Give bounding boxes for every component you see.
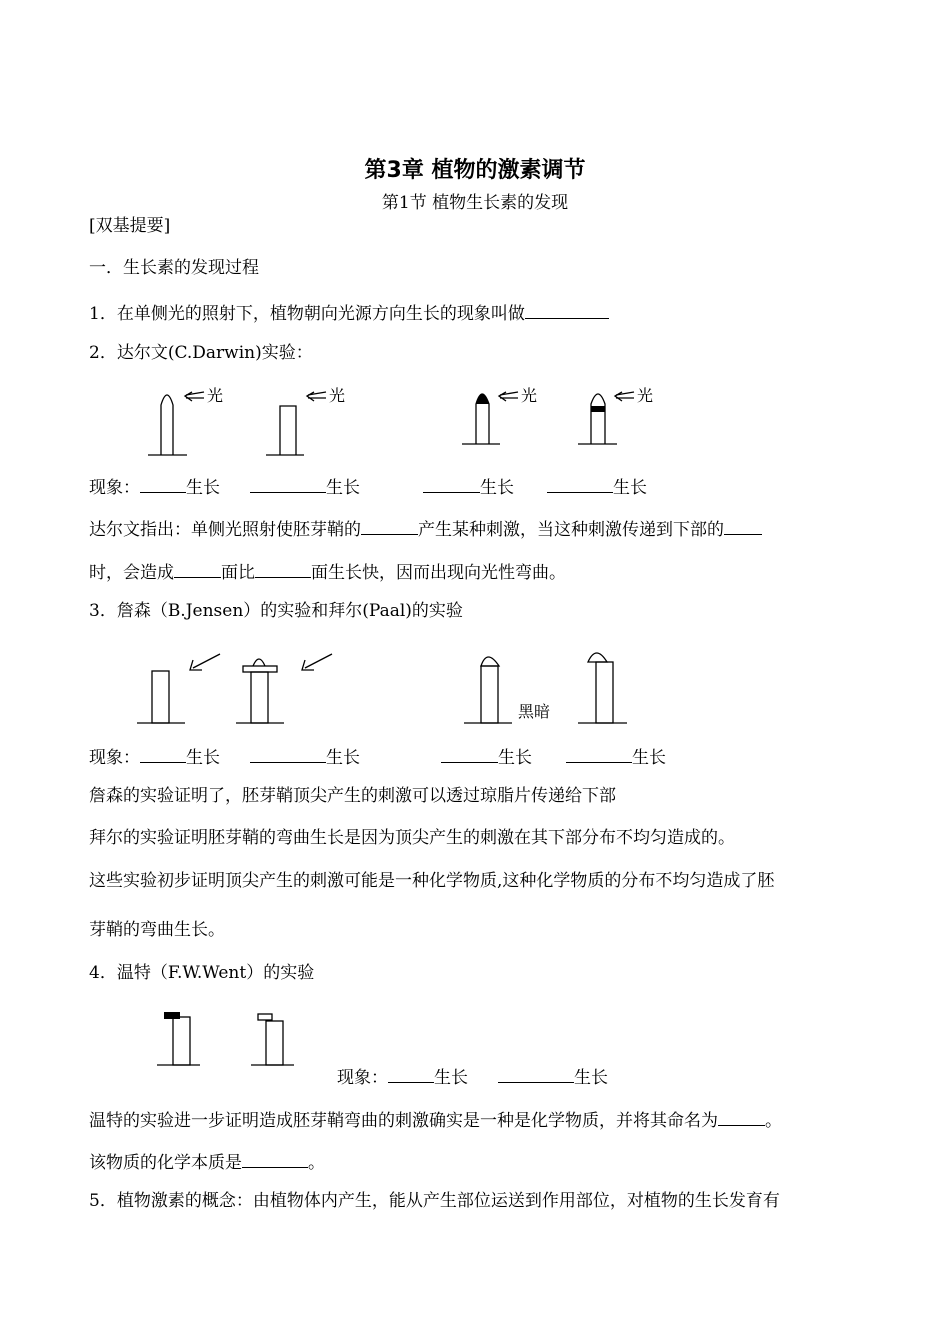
darwin-seedling-intact (148, 395, 187, 455)
answer-blank[interactable] (250, 476, 326, 493)
jensen-seedling-cut (137, 671, 185, 723)
question-5: 5．植物激素的概念：由植物体内产生，能从产生部位运送到作用部位，对植物的生长发育有 (89, 1191, 780, 1211)
phenomenon-item (498, 1066, 608, 1087)
summary-line-1: 这些实验初步证明顶尖产生的刺激可能是一种化学物质,这种化学物质的分布不均匀造成了胚 (89, 871, 775, 891)
grow-label: 生长 (434, 1068, 468, 1088)
answer-blank[interactable] (140, 746, 186, 763)
grow-label: 生长 (186, 748, 220, 768)
text: 该物质的化学本质是 (89, 1153, 242, 1173)
chapter-title: 第3章 植物的激素调节 (364, 158, 586, 183)
went-conclusion (89, 1109, 782, 1130)
light-label: 光 (521, 386, 538, 405)
text: 达尔文指出：单侧光照射使胚芽鞘的 (89, 520, 361, 540)
phenomenon-label: 现象： (337, 1068, 388, 1088)
phenomenon-row (89, 746, 220, 767)
text: 产生某种刺激，当这种刺激传递到下部的 (418, 520, 724, 540)
phenomenon-row (89, 476, 220, 497)
grow-label: 生长 (186, 478, 220, 498)
question-4-heading: 4．温特（F.W.Went）的实验 (89, 963, 315, 983)
phenomenon-item (250, 476, 360, 497)
phenomenon-item (547, 476, 647, 497)
answer-blank[interactable] (547, 476, 613, 493)
paal-conclusion: 拜尔的实验证明胚芽鞘的弯曲生长是因为顶尖产生的刺激在其下部分布不均匀造成的。 (89, 828, 735, 848)
went-seedling-plain-block (251, 1014, 294, 1065)
chemical-nature (89, 1151, 325, 1172)
light-arrow-icon (499, 392, 518, 401)
answer-blank[interactable] (140, 476, 186, 493)
answer-blank[interactable] (361, 518, 418, 535)
text: 。 (308, 1153, 325, 1173)
phenomenon-item (566, 746, 666, 767)
jensen-seedling-agar (236, 659, 284, 723)
grow-label: 生长 (498, 748, 532, 768)
phenomenon-item (441, 746, 532, 767)
light-arrow-icon (302, 654, 332, 670)
light-arrow-icon (190, 654, 220, 670)
part1-heading: 一．生长素的发现过程 (89, 258, 259, 278)
phenomenon-item (423, 476, 514, 497)
answer-blank[interactable] (174, 561, 221, 578)
went-agar-block-icon (164, 1012, 180, 1019)
answer-blank[interactable] (724, 518, 762, 535)
grow-label: 生长 (632, 748, 666, 768)
went-seedling-treated-block (157, 1017, 200, 1065)
phenomenon-row (337, 1066, 468, 1087)
darwin-seedling-base-covered (578, 394, 617, 444)
light-arrow-icon (185, 392, 204, 401)
paal-seedling-tip-right (578, 653, 627, 723)
summary-line-2: 芽鞘的弯曲生长。 (89, 920, 225, 940)
answer-blank[interactable] (441, 746, 498, 763)
answer-blank[interactable] (250, 746, 326, 763)
grow-label: 生长 (574, 1068, 608, 1088)
answer-blank[interactable] (498, 1066, 574, 1083)
phenomenon-label: 现象： (89, 748, 140, 768)
question-1-text: 1．在单侧光的照射下，植物朝向光源方向生长的现象叫做 (89, 304, 525, 324)
grow-label: 生长 (326, 748, 360, 768)
darwin-explanation-2 (89, 561, 566, 582)
text: 面生长快，因而出现向光性弯曲。 (311, 563, 566, 583)
dark-label: 黑暗 (518, 702, 551, 721)
text: 。 (765, 1111, 782, 1131)
paal-seedling-tip-left (464, 657, 512, 723)
grow-label: 生长 (613, 478, 647, 498)
answer-blank[interactable] (423, 476, 480, 493)
darwin-seedling-tip-removed (266, 406, 304, 455)
opaque-band-icon (591, 406, 605, 412)
grow-label: 生长 (480, 478, 514, 498)
light-label: 光 (329, 386, 346, 405)
answer-blank[interactable] (566, 746, 632, 763)
light-arrow-icon (615, 392, 634, 401)
text: 温特的实验进一步证明造成胚芽鞘弯曲的刺激确实是一种是化学物质，并将其命名为 (89, 1111, 718, 1131)
phenomenon-label: 现象： (89, 478, 140, 498)
question-2-heading: 2．达尔文(C.Darwin)实验： (89, 343, 313, 363)
answer-blank[interactable] (388, 1066, 434, 1083)
bracket-heading: [双基提要] (89, 216, 171, 236)
grow-label: 生长 (326, 478, 360, 498)
light-arrow-icon (307, 392, 326, 401)
answer-blank[interactable] (255, 561, 311, 578)
text: 面比 (221, 563, 255, 583)
answer-blank[interactable] (242, 1151, 308, 1168)
question-3-heading: 3．詹森（B.Jensen）的实验和拜尔(Paal)的实验 (89, 601, 463, 621)
light-label: 光 (207, 386, 224, 405)
section-title: 第1节 植物生长素的发现 (381, 193, 569, 213)
phenomenon-item (250, 746, 360, 767)
darwin-explanation-1 (89, 518, 762, 539)
answer-blank[interactable] (718, 1109, 765, 1126)
jensen-conclusion: 詹森的实验证明了，胚芽鞘顶尖产生的刺激可以透过琼脂片传递给下部 (89, 786, 616, 806)
light-label: 光 (637, 386, 654, 405)
text: 时，会造成 (89, 563, 174, 583)
